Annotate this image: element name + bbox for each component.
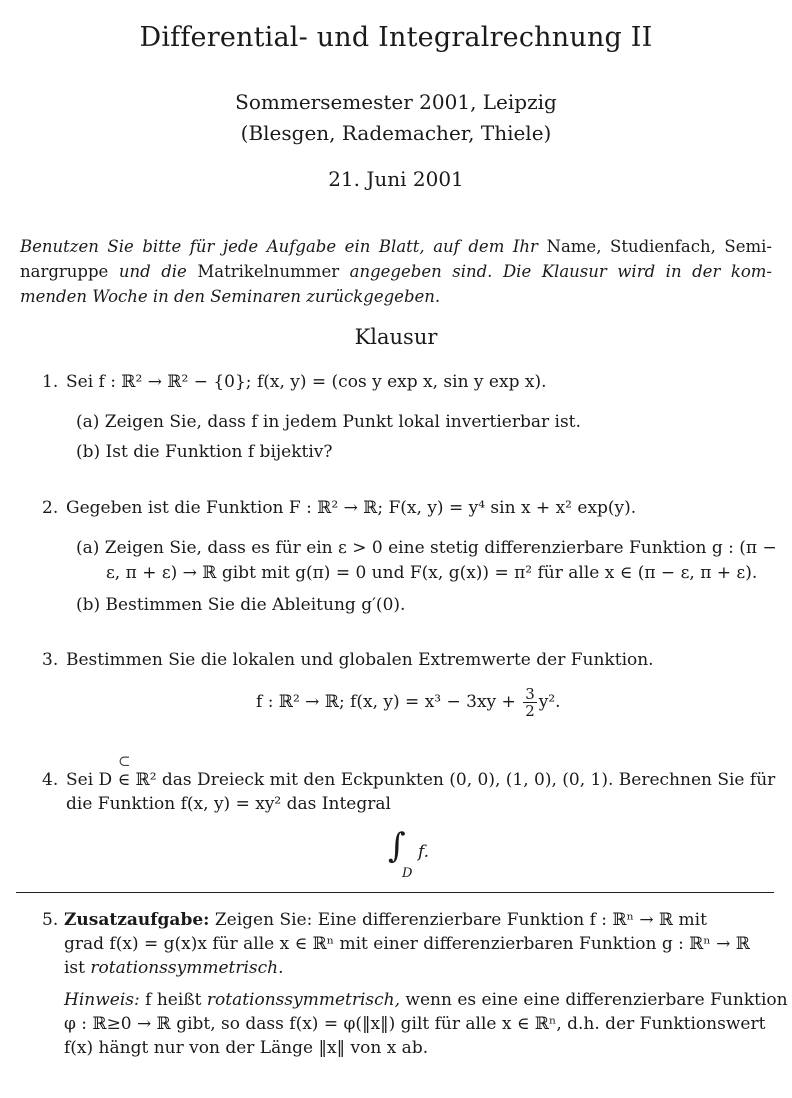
problem-5-text: ist — [64, 958, 85, 978]
bonus-label: Zusatzaufgabe: — [64, 910, 210, 930]
problem-4-number: 4. — [42, 770, 59, 790]
problem-5-emphasis: rotationssymmetrisch. — [90, 958, 284, 978]
formula-right: y². — [538, 692, 561, 712]
fraction — [523, 686, 537, 719]
integral-sign: ∫ — [388, 826, 406, 866]
authors-line: (Blesgen, Rademacher, Thiele) — [240, 121, 552, 145]
problem-1a: (a) Zeigen Sie, dass f in jedem Punkt lokal invertierbar ist. — [76, 412, 581, 432]
problem-2a-line1: (a) Zeigen Sie, dass es für ein ε > 0 eine stetig differenzierbare Funktion g : (π − — [76, 538, 777, 558]
problem-5-line1 — [64, 910, 707, 930]
problem-1-statement: Sei f : ℝ² → ℝ² − {0}; f(x, y) = (cos y exp x, sin y exp x). — [66, 372, 547, 392]
intro-text: Benutzen Sie bitte für jede Aufgabe ein Blatt, auf dem Ihr — [20, 237, 538, 256]
intro-text: menden Woche in den Seminaren zurückgegeben. — [20, 287, 441, 306]
divider-line — [16, 892, 774, 893]
hint-line1 — [64, 990, 788, 1010]
problem-5-text: Zeigen Sie: Eine differenzierbare Funktion f : ℝⁿ → ℝ mit — [214, 910, 707, 930]
problem-1b: (b) Ist die Funktion f bijektiv? — [76, 442, 333, 462]
problem-3-statement: Bestimmen Sie die lokalen und globalen Extremwerte der Funktion. — [66, 650, 654, 670]
formula-left: f : ℝ² → ℝ; f(x, y) = x³ − 3xy + — [256, 692, 516, 712]
problem-3-number: 3. — [42, 650, 59, 670]
problem-5-line2: grad f(x) = g(x)x für alle x ∈ ℝⁿ mit einer differenzierbaren Funktion g : ℝⁿ → ℝ — [64, 934, 750, 954]
exam-date: 21. Juni 2001 — [328, 167, 464, 191]
fraction-denominator: 2 — [525, 702, 535, 720]
problem-2a-line2: ε, π + ε) → ℝ gibt mit g(π) = 0 und F(x, g(x)) = π² für alle x ∈ (π − ε, π + ε). — [106, 563, 758, 583]
problem-3-formula — [256, 686, 561, 719]
integrand: f. — [418, 842, 430, 862]
integral-domain: D — [402, 866, 413, 881]
fraction-numerator: 3 — [525, 685, 535, 703]
hint-label: Hinweis: — [64, 990, 140, 1010]
hint-emphasis: rotationssymmetrisch, — [206, 990, 401, 1010]
intro-emphasis: Name, Studienfach, Semi- — [546, 237, 772, 256]
intro-emphasis: Matrikelnummer — [197, 262, 340, 281]
problem-4-line1: Sei D ∈ ℝ² das Dreieck mit den Eckpunkten (0, 0), (1, 0), (0, 1). Berechnen Sie für — [66, 770, 776, 790]
integral-formula — [388, 826, 448, 882]
problem-1-number: 1. — [42, 372, 59, 392]
intro-emphasis: nargruppe — [20, 262, 109, 281]
problem-2-statement: Gegeben ist die Funktion F : ℝ² → ℝ; F(x, y) = y⁴ sin x + x² exp(y). — [66, 498, 637, 518]
semester-line: Sommersemester 2001, Leipzig — [235, 90, 557, 114]
instructions-paragraph — [20, 234, 772, 309]
intro-text: und die — [118, 262, 187, 281]
intro-text: angegeben sind. Die Klausur wird in der kom- — [349, 262, 773, 281]
hint-text: wenn es eine eine differenzierbare Funktion — [405, 990, 788, 1010]
exam-title: Differential- und Integralrechnung II — [139, 22, 653, 53]
problem-4-line2: die Funktion f(x, y) = xy² das Integral — [66, 794, 391, 814]
hint-line2: φ : ℝ≥0 → ℝ gibt, so dass f(x) = φ(‖x‖) gilt für alle x ∈ ℝⁿ, d.h. der Funktionswert — [64, 1014, 766, 1034]
problem-5-number: 5. — [42, 910, 59, 930]
hint-text: f heißt — [145, 990, 202, 1010]
hint-line3: f(x) hängt nur von der Länge ‖x‖ von x ab. — [64, 1038, 429, 1058]
problem-2-number: 2. — [42, 498, 59, 518]
handwritten-subset-mark: ⊂ — [118, 752, 131, 770]
problem-2b: (b) Bestimmen Sie die Ableitung g′(0). — [76, 595, 406, 615]
section-title: Klausur — [354, 325, 438, 349]
problem-5-line3 — [64, 958, 284, 978]
